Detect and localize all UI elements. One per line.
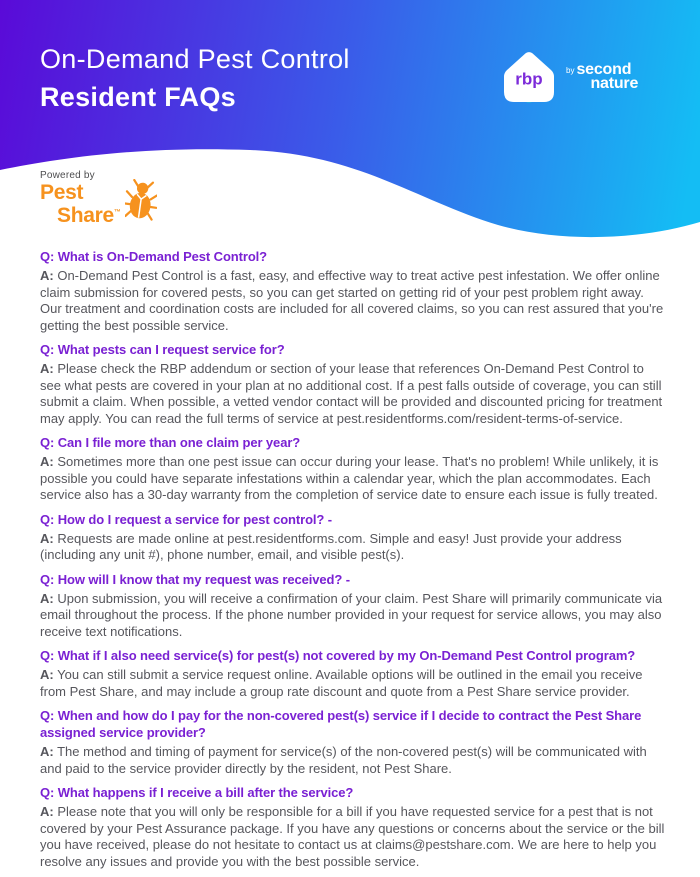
faq-answer: A: Please note that you will only be responsible for a bill if you have requested service for a pest that is not covered by your Pest Assurance package. If you have any questions or concerns about the service or the bill you have received, please do not hesitate to contact us at claims@pestshare.com. We are here to help you resolve any issues and provide you with the best possible service. bbox=[40, 804, 665, 869]
faq-question: Q: What is On-Demand Pest Control? bbox=[40, 249, 268, 264]
faq-answer: A: The method and timing of payment for service(s) of the non-covered pest(s) will be communicated with and paid to the service provider directly by the resident, not Pest Share. bbox=[40, 744, 647, 776]
brand-lockup bbox=[499, 46, 638, 108]
faq-question: Q: How will I know that my request was received? - bbox=[40, 571, 350, 587]
page-title: On-Demand Pest Control bbox=[40, 44, 350, 74]
faq-question: Q: What if I also need service(s) for pest(s) not covered by my On-Demand Pest Control program? bbox=[40, 648, 636, 663]
faq-question: Q: When and how do I pay for the non-covered pest(s) service if I decide to contract the Pest Share assigned service provider? bbox=[40, 708, 642, 740]
rbp-logo-text: rbp bbox=[515, 69, 543, 89]
second-nature-logo bbox=[566, 63, 638, 91]
trademark-symbol: ™ bbox=[113, 209, 121, 216]
faq-list bbox=[0, 246, 700, 877]
faq-question: Q: What pests can I request service for? bbox=[40, 342, 285, 357]
faq-answer: A: Please check the RBP addendum or section of your lease that references On-Demand Pest Control to see what pests are covered in your plan at no additional cost. If a pest falls outside of coverage, you can still submit a claim. When possible, a vetted vendor contact will be provided and discounted pricing for treatment may apply. You can read the full terms of service at pest.residentforms.com/resident-terms-of-service. bbox=[40, 361, 663, 426]
faq-question: Q: Can I file more than one claim per year? bbox=[40, 435, 301, 450]
faq-item bbox=[40, 341, 666, 427]
faq-item bbox=[40, 434, 666, 504]
faq-answer: A: Requests are made online at pest.residentforms.com. Simple and easy! Just provide your address (including any unit #), phone number, email, and visible pest(s). bbox=[40, 530, 622, 562]
faq-answer: A: Upon submission, you will receive a confirmation of your claim. Pest Share will primarily communicate via email throughout the process. If the phone number provided in your request for service allows, you may also receive text notifications. bbox=[40, 590, 663, 639]
bug-icon bbox=[125, 179, 157, 221]
faq-answer: A: You can still submit a service request online. Available options will be outlined in the email you receive from Pest Share, and may include a group rate discount and quote from a Pest Share service provider. bbox=[40, 667, 643, 699]
faq-item bbox=[40, 511, 666, 564]
page-subtitle: Resident FAQs bbox=[40, 82, 236, 112]
pestshare-logo bbox=[40, 170, 157, 226]
pestshare-word-pest: Pest bbox=[40, 181, 84, 204]
second-nature-line2: nature bbox=[590, 75, 639, 92]
faq-item bbox=[40, 707, 666, 777]
rbp-logo bbox=[499, 46, 559, 108]
faq-answer: A: Sometimes more than one pest issue can occur during your lease. That's no problem! While unlikely, it is possible you could have separate infestations within a calendar year, which the plan accommodates. Each service also has a 30-day warranty from the completion of service date to ensure each issue is fully treated. bbox=[40, 454, 659, 502]
faq-question: Q: How do I request a service for pest control? - bbox=[40, 511, 332, 527]
by-label: by bbox=[566, 66, 575, 75]
second-nature-line1: second bbox=[576, 61, 632, 78]
faq-item bbox=[40, 248, 666, 334]
powered-by-label: Powered by bbox=[40, 170, 95, 181]
faq-item bbox=[40, 571, 666, 641]
faq-item bbox=[40, 784, 666, 870]
faq-question: Q: What happens if I receive a bill after the service? bbox=[40, 785, 354, 800]
pestshare-word-share: Share bbox=[57, 204, 114, 227]
header-titles bbox=[40, 40, 350, 116]
faq-item bbox=[40, 647, 666, 700]
faq-answer: A: On-Demand Pest Control is a fast, easy, and effective way to treat active pest infestation. We offer online claim submission for covered pests, so you can get started on getting rid of your pest problem right away. Our treatment and coordination costs are included for all covered claims, so you can rest assured that you're getting the best possible service. bbox=[40, 268, 664, 333]
